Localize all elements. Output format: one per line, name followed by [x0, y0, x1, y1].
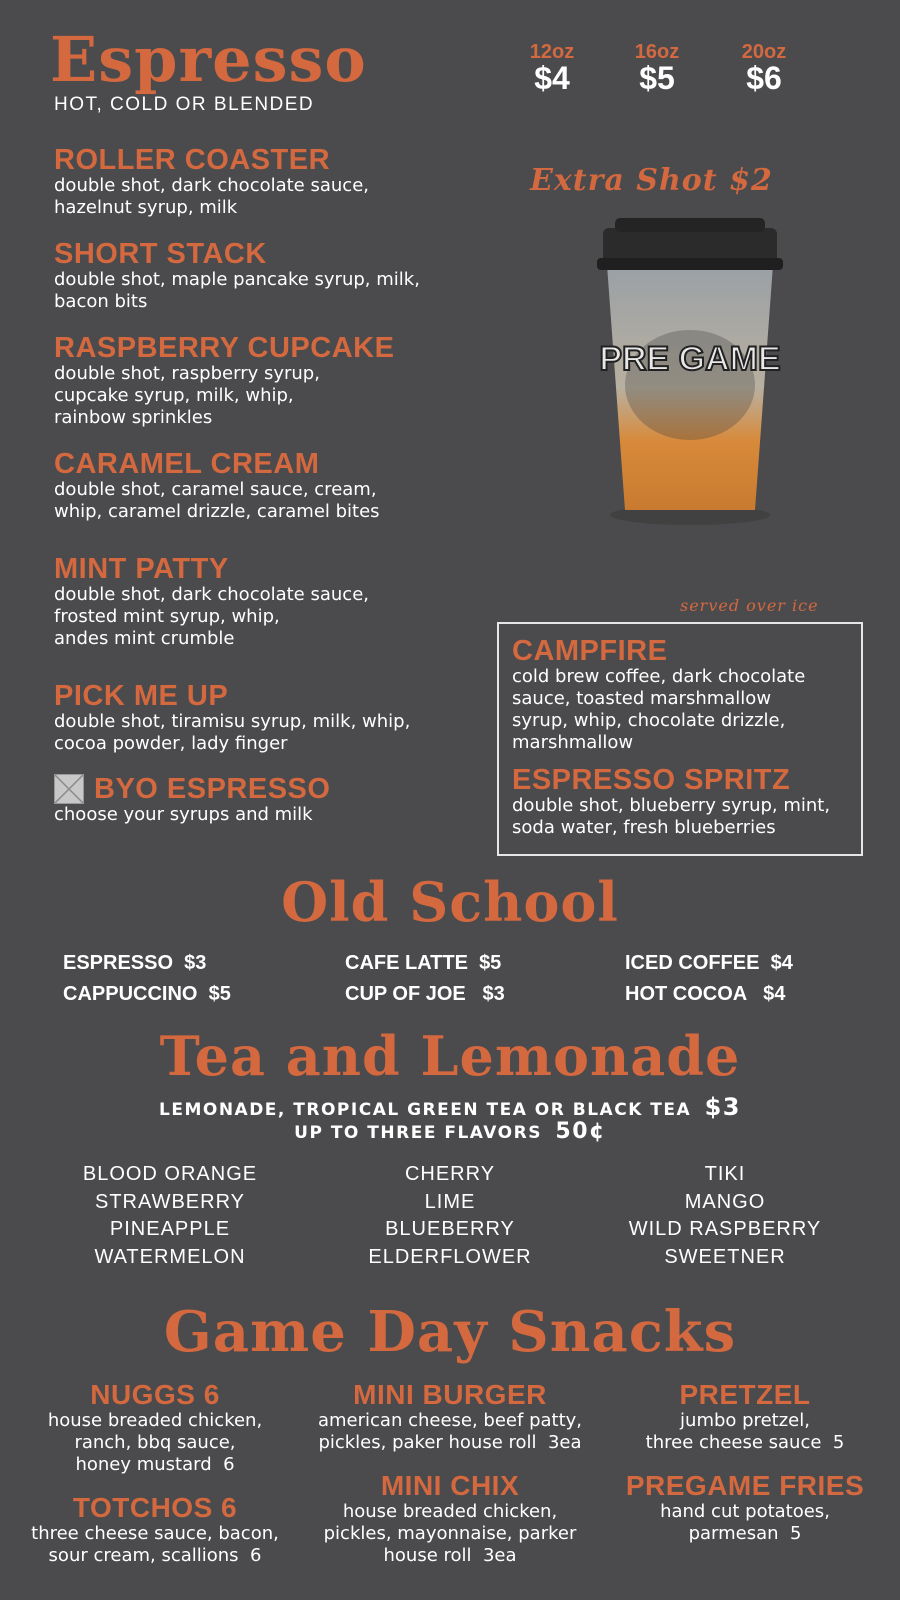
flavor-column [330, 1161, 570, 1271]
flavor-item: ELDERFLOWER [368, 1245, 532, 1268]
size-12oz [517, 42, 587, 94]
size-label: 16oz [634, 41, 680, 63]
espresso-subtitle: HOT, COLD OR BLENDED [54, 94, 315, 115]
item-name: RASPBERRY CUPCAKE [54, 332, 395, 364]
tea-base-price: $3 [704, 1093, 741, 1121]
item-name: CAMPFIRE [512, 635, 668, 667]
tea-flavor-price: 50¢ [555, 1119, 606, 1144]
flavor-item: CHERRY [404, 1163, 496, 1185]
tea-base-drinks: LEMONADE, TROPICAL GREEN TEA OR BLACK TEA [159, 1100, 692, 1120]
tea-flavor-text: UP TO THREE FLAVORS [294, 1123, 542, 1143]
snack-item [300, 1380, 600, 1454]
image-placeholder-icon [54, 774, 84, 804]
item-name: ROLLER COASTER [54, 144, 331, 176]
old-school-item: ICED COFFEE $4 [625, 952, 793, 974]
old-school-title: Old School [281, 870, 619, 934]
item-name: SHORT STACK [54, 238, 267, 270]
snack-desc: hand cut potatoes, parmesan 5 [660, 1501, 830, 1544]
old-school-item: CUP OF JOE $3 [345, 983, 505, 1005]
item-name: MINT PATTY [54, 553, 229, 585]
flavor-item: STRAWBERRY [94, 1190, 246, 1213]
snack-item [300, 1471, 600, 1567]
old-school-item: CAFE LATTE $5 [345, 952, 502, 974]
tea-lemonade-title: Tea and Lemonade [159, 1024, 741, 1088]
item-desc: double shot, maple pancake syrup, milk, bacon bits [54, 269, 420, 312]
flavor-item: TIKI [704, 1163, 746, 1185]
old-school-item: HOT COCOA $4 [625, 983, 786, 1005]
flavor-item: WATERMELON [94, 1245, 246, 1268]
snack-desc: house breaded chicken, ranch, bbq sauce, honey mustard 6 [47, 1410, 263, 1475]
flavor-item: WILD RASPBERRY [628, 1218, 822, 1240]
pregame-cup-image [585, 210, 795, 530]
game-day-snacks-title: Game Day Snacks [163, 1299, 737, 1365]
item-desc: double shot, tiramisu syrup, milk, whip, cocoa powder, lady finger [54, 711, 411, 754]
snack-item [605, 1380, 885, 1454]
item-desc: choose your syrups and milk [54, 804, 313, 825]
flavor-item: BLOOD ORANGE [82, 1163, 258, 1185]
snack-item [15, 1380, 295, 1476]
flavor-column [605, 1161, 845, 1271]
item-desc: double shot, raspberry syrup, cupcake syrup, milk, whip, rainbow sprinkles [54, 363, 320, 428]
snack-name: MINI BURGER [353, 1379, 547, 1410]
snack-desc: american cheese, beef patty, pickles, paker house roll 3ea [317, 1410, 583, 1453]
snack-name: PRETZEL [679, 1379, 811, 1410]
item-desc: double shot, dark chocolate sauce, frosted mint syrup, whip, andes mint crumble [54, 584, 369, 649]
served-over-ice-note: served over ice [680, 596, 819, 615]
size-label: 12oz [529, 41, 575, 63]
snack-name: NUGGS 6 [90, 1379, 220, 1410]
menu-item [54, 239, 420, 313]
size-price: $5 [639, 60, 675, 96]
flavor-item: PINEAPPLE [109, 1218, 231, 1240]
flavor-column [50, 1161, 290, 1271]
extra-shot-price: Extra Shot $2 [530, 163, 773, 198]
tea-flavor-line [0, 1119, 900, 1144]
snack-name: MINI CHIX [380, 1470, 520, 1501]
menu-item [512, 765, 830, 839]
size-label: 20oz [741, 41, 787, 63]
flavor-item: BLUEBERRY [385, 1218, 515, 1240]
flavor-item: LIME [424, 1190, 476, 1213]
tea-pricing-line [0, 1093, 900, 1121]
menu-item [54, 145, 369, 219]
item-desc: double shot, caramel sauce, cream, whip, caramel drizzle, caramel bites [54, 479, 380, 522]
menu-item [54, 449, 380, 523]
menu-item [54, 774, 330, 826]
snack-desc: three cheese sauce, bacon, sour cream, scallions 6 [31, 1523, 279, 1566]
snack-item [605, 1471, 885, 1545]
old-school-item: ESPRESSO $3 [63, 952, 207, 974]
item-name: ESPRESSO SPRITZ [512, 764, 791, 796]
item-name: PICK ME UP [54, 680, 229, 712]
old-school-item: CAPPUCCINO $5 [63, 983, 231, 1005]
size-price: $4 [534, 60, 570, 96]
snack-item [15, 1493, 295, 1567]
item-desc: cold brew coffee, dark chocolate sauce, toasted marshmallow syrup, whip, chocolate drizzle, marshmallow [512, 666, 806, 753]
snack-name: TOTCHOS 6 [72, 1492, 238, 1523]
snack-name: PREGAME FRIES [625, 1470, 865, 1501]
item-name: BYO ESPRESSO [94, 773, 331, 805]
item-desc: double shot, dark chocolate sauce, hazelnut syrup, milk [54, 175, 369, 218]
menu-item [54, 554, 369, 650]
item-name: CARAMEL CREAM [54, 448, 320, 480]
flavor-item: MANGO [684, 1190, 766, 1213]
item-desc: double shot, blueberry syrup, mint, soda water, fresh blueberries [512, 795, 831, 838]
menu-item [512, 636, 805, 754]
menu-item [54, 333, 394, 429]
size-20oz [729, 42, 799, 94]
menu-item [54, 681, 410, 755]
snack-desc: jumbo pretzel, three cheese sauce 5 [645, 1410, 845, 1453]
espresso-title: Espresso [50, 23, 367, 96]
size-16oz [622, 42, 692, 94]
cup-logo-text: PRE GAME [599, 340, 781, 378]
size-price: $6 [746, 60, 782, 96]
snack-desc: house breaded chicken, pickles, mayonnaise, parker house roll 3ea [323, 1501, 577, 1566]
flavor-item: SWEETNER [664, 1245, 786, 1268]
